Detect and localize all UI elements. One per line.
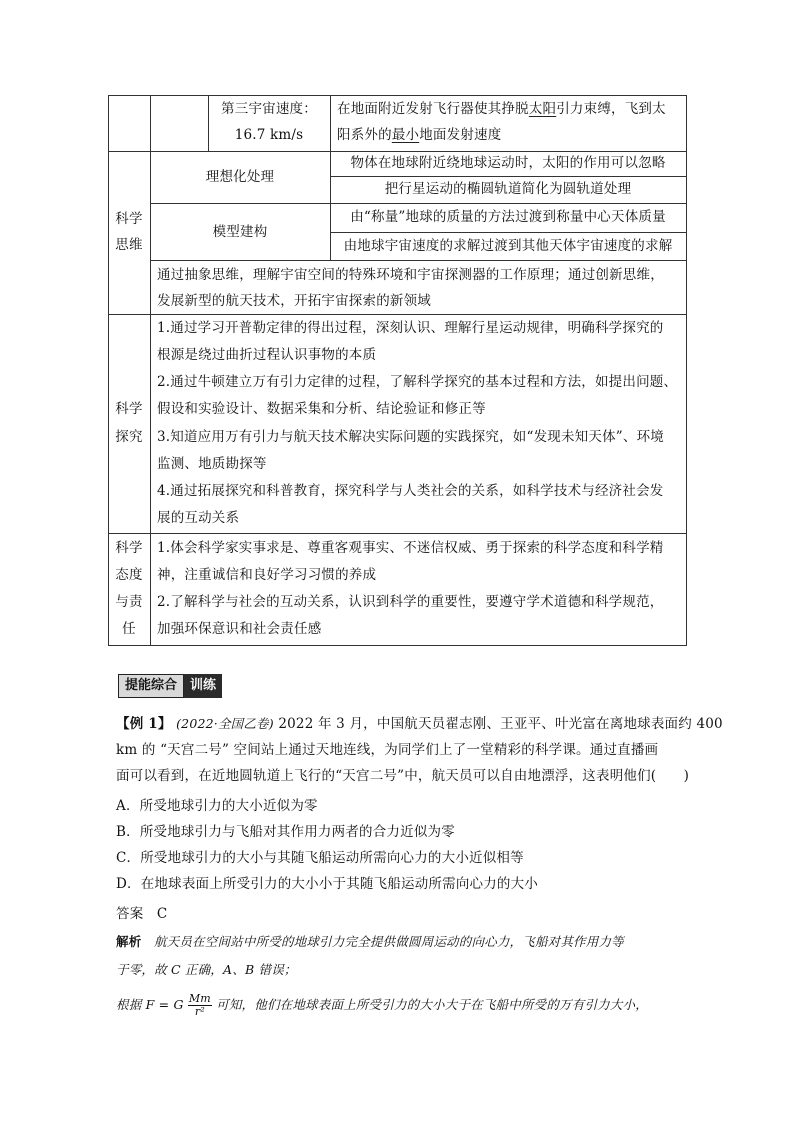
option-c: C．所受地球引力的大小与其随飞船运动所需向心力的大小近似相等 xyxy=(116,850,524,866)
model-label: 模型建构 xyxy=(212,224,268,240)
category-thinking-2: 思维 xyxy=(115,237,143,253)
inquiry-line: 假设和实验设计、数据采集和分析、结论验证和修正等 xyxy=(157,401,486,417)
ideal-item-2: 把行星运动的椭圆轨道简化为圆轨道处理 xyxy=(384,181,632,197)
inquiry-line: 3.知道应用万有引力与航天技术解决实际问题的实践探究，如“发现未知天体”、环境 xyxy=(157,429,664,445)
category-attitude-4: 任 xyxy=(122,621,136,637)
analysis-line2: 于零，故 C 正确，A、B 错误； xyxy=(116,962,297,977)
category-attitude-1: 科学 xyxy=(115,540,143,556)
cosmic-velocity-value: 16.7 km/s xyxy=(234,127,304,143)
category-attitude-3: 与责 xyxy=(115,594,143,610)
formula-suffix: 可知，他们在地球表面上所受引力的大小大于在飞船中所受的万有引力大小， xyxy=(216,997,648,1012)
inquiry-line: 监测、地质勘探等 xyxy=(157,456,267,472)
formula-prefix: 根据 F = G xyxy=(116,997,184,1012)
ideal-item-1: 物体在地球附近绕地球运动时，太阳的作用可以忽略 xyxy=(350,155,666,171)
category-thinking-1: 科学 xyxy=(115,211,143,227)
model-item-1: 由“称量”地球的质量的方法过渡到称量中心天体质量 xyxy=(350,209,666,225)
example-stem-line1: 【例 1】 (2022·全国乙卷) 2022 年 3 月，中国航天员翟志刚、王亚平、叶光富在离地球表面约 400 xyxy=(116,716,723,732)
category-inquiry-1: 科学 xyxy=(115,401,143,417)
inquiry-line: 4.通过拓展探究和科普教育，探究科学与人类社会的关系，如科学技术与经济社会发 xyxy=(157,483,664,499)
cosmic-velocity-desc-line2: 阳系外的最小地面发射速度 xyxy=(337,127,502,143)
analysis-formula-line xyxy=(116,990,648,1020)
attitude-line: 2.了解科学与社会的互动关系，认识到科学的重要性，要遵守学术道德和科学规范， xyxy=(157,594,664,610)
analysis-label: 解析 xyxy=(116,934,142,949)
example-source: (2022·全国乙卷) xyxy=(176,716,274,731)
option-b: B．所受地球引力与飞船对其作用力两者的合力近似为零 xyxy=(116,824,455,840)
category-inquiry-2: 探究 xyxy=(115,429,143,445)
category-attitude-2: 态度 xyxy=(115,567,143,583)
thinking-summary-1: 通过抽象思维，理解宇宙空间的特殊环境和宇宙探测器的工作原理；通过创新思维， xyxy=(157,267,664,283)
answer-value: C xyxy=(156,906,168,922)
option-a: A．所受地球引力的大小近似为零 xyxy=(116,798,318,814)
example-tag: 【例 1】 xyxy=(116,716,172,732)
example-stem-line3: 面可以看到，在近地圆轨道上飞行的“天宫二号”中，航天员可以自由地漂浮，这表明他们( ) xyxy=(116,768,690,784)
thinking-summary-2: 发展新型的航天技术，开拓宇宙探索的新领域 xyxy=(157,293,431,309)
inquiry-line: 展的互动关系 xyxy=(157,510,240,526)
option-d: D．在地球表面上所受引力的大小小于其随飞船运动所需向心力的大小 xyxy=(116,876,539,892)
answer-row xyxy=(116,901,167,927)
ideal-label: 理想化处理 xyxy=(205,169,275,185)
answer-label: 答案 xyxy=(116,906,144,922)
cosmic-velocity-desc-line1: 在地面附近发射飞行器使其挣脱太阳引力束缚，飞到太 xyxy=(337,101,666,117)
banner-left: 提能综合 xyxy=(118,674,184,698)
formula-denominator: r² xyxy=(194,1005,205,1018)
formula-numerator: Mm xyxy=(188,992,211,1005)
banner-right: 训练 xyxy=(184,674,222,698)
inquiry-line: 根源是绕过曲折过程认识事物的本质 xyxy=(157,347,377,363)
analysis-line1: 解析 航天员在空间站中所受的地球引力完全提供做圆周运动的向心力，飞船对其作用力等 xyxy=(116,934,624,949)
example-stem-line2: km 的 “天宫二号” 空间站上通过天地连线，为同学们上了一堂精彩的科学课。通过直播画 xyxy=(116,742,659,758)
section-banner xyxy=(118,674,222,698)
attitude-line: 1.体会科学家实事求是、尊重客观事实、不迷信权威、勇于探索的科学态度和科学精 xyxy=(157,540,664,556)
attitude-line: 加强环保意识和社会责任感 xyxy=(157,621,322,637)
inquiry-line: 1.通过学习开普勒定律的得出过程，深刻认识、理解行星运动规律，明确科学探究的 xyxy=(157,320,664,336)
attitude-line: 神，注重诚信和良好学习习惯的养成 xyxy=(157,567,377,583)
inquiry-line: 2.通过牛顿建立万有引力定律的过程，了解科学探究的基本过程和方法，如提出问题、 xyxy=(157,374,678,390)
model-item-2: 由地球宇宙速度的求解过渡到其他天体宇宙速度的求解 xyxy=(343,238,673,254)
cosmic-velocity-label: 第三宇宙速度： xyxy=(221,101,317,117)
formula-fraction xyxy=(188,993,212,1018)
